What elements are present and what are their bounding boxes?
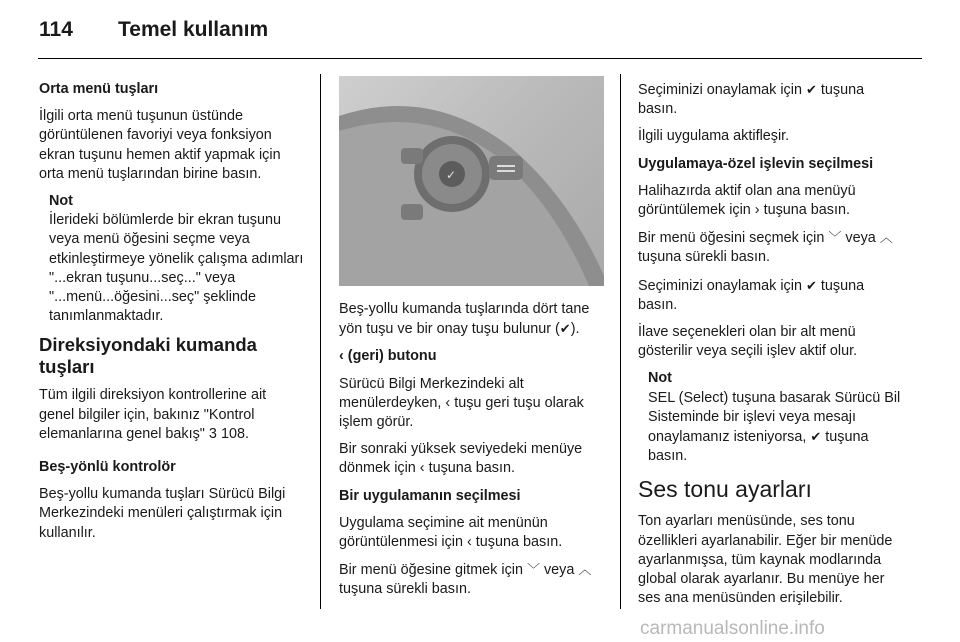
subheading-center-menu-buttons: Orta menü tuşları (39, 81, 159, 97)
note-label: Not (648, 370, 672, 387)
app-text-b: tuşuna basın. (475, 534, 563, 551)
menu-text-a: Bir menü öğesine gitmek için (339, 562, 523, 579)
page-number: 114 (39, 18, 73, 41)
paragraph-center-menu-buttons: İlgili orta menü tuşunun üstünde görüntülenen favoriyi veya fonksiyon ekran tuşunu hemen aktif yapmak için orta menü tuşlarından birine basın. (39, 108, 281, 182)
chevron-left-icon: ‹ (445, 394, 451, 411)
column-divider-1 (320, 74, 321, 609)
menu-text-b: veya (543, 562, 575, 579)
note-text-b: tuşuna basın. (648, 429, 869, 465)
subheading-back-button (339, 347, 604, 366)
note-text-a: SEL (Select) tuşuna basarak Sürücü Bil Sisteminde bir işlevi veya mesajı onaylamanız isteniyorsa, (648, 389, 901, 446)
check-icon: ✔ (805, 277, 817, 293)
chevron-right-icon: › (754, 202, 760, 219)
header-rule (38, 58, 922, 59)
steering-wheel-controls-photo (339, 76, 604, 286)
column-3 (638, 80, 906, 616)
paragraph-menu-navigate (339, 560, 604, 599)
section-heading-sound-settings: Ses tonu ayarları (638, 476, 812, 503)
chevron-down-icon: ﹀ (526, 562, 540, 578)
app-text-a: Uygulama seçimine ait menünün görüntülenmesi için (339, 514, 548, 551)
paragraph-app-function (638, 182, 906, 220)
column-divider-2 (620, 74, 621, 609)
paragraph-five-way-controller: Beş-yollu kumanda tuşları Sürücü Bilgi Merkezindeki menüleri çalıştırmak için kullanılır. (39, 486, 286, 541)
confirm2-text-a: Seçiminizi onaylamak için (638, 277, 802, 294)
paragraph-steering-controls (39, 386, 304, 444)
chevron-up-icon: ︿ (578, 562, 592, 578)
paragraph-app-activates: İlgili uygulama aktifleşir. (638, 128, 790, 145)
check-icon: ✔ (805, 82, 817, 97)
chevron-left-icon: ‹ (339, 348, 344, 365)
note-block (49, 192, 304, 326)
menu-text-c: tuşuna sürekli basın. (339, 581, 471, 598)
paragraph-back-higher-menu (339, 440, 604, 478)
paragraph-select-menu-item (638, 228, 906, 267)
steering-wheel-illustration (339, 76, 604, 286)
svg-text:✓: ✓ (446, 168, 457, 182)
func-text-b: tuşuna basın. (763, 202, 851, 219)
confirm2-text-b: tuşuna basın. (638, 277, 865, 313)
select-text-b: veya (845, 230, 876, 247)
note-block-sel (648, 369, 906, 466)
note-text: İlerideki bölümlerde bir ekran tuşunu veya menü öğesini seçme veya etkinleştirmeye yönelik çalışma adımları "...ekran tuşunu...seç..." veya "...menü...öğesini...seç" şeklinde tanımlanmaktadır. (49, 212, 304, 325)
select-text-c: tuşuna sürekli basın. (638, 249, 770, 266)
paragraph-submenu: İlave seçenekleri olan bir alt menü gösterilir veya seçili işlev aktif olur. (638, 324, 858, 360)
subheading-app-function: Uygulamaya-özel işlevin seçilmesi (638, 155, 874, 172)
column-2 (339, 76, 604, 608)
subheading-select-app: Bir uygulamanın seçilmesi (339, 487, 521, 504)
back-text-a: Sürücü Bilgi Merkezindeki alt menülerdeyken, (339, 375, 524, 411)
confirm1-text-b: tuşuna basın. (638, 82, 865, 118)
column-1 (39, 80, 304, 551)
back-button-heading: (geri) butonu (347, 348, 437, 365)
back2-text-b: tuşuna basın. (428, 460, 516, 477)
intro-end: ). (570, 321, 580, 338)
select-text-a: Bir menü öğesini seçmek için (638, 230, 825, 247)
page-reference-link[interactable]: 108. (220, 425, 249, 442)
func-text-a: Halihazırda aktif olan ana menüyü görüntülemek için (638, 182, 856, 219)
paragraph-select-app (339, 514, 604, 552)
note-label: Not (49, 193, 73, 210)
paragraph-sound-settings: Ton ayarları menüsünde, ses tonu özellikleri ayarlanabilir. Eğer bir menüde ayarlanmışsa, tüm kaynak modlarında global olarak ayarlanır. Bu menüye her ses ana menüsünden erişilebilir. (638, 513, 893, 607)
paragraph-five-way-buttons (339, 300, 604, 339)
back-text-b: tuşu geri tuşu olarak işlem görür. (339, 394, 584, 431)
intro-text: Beş-yollu kumanda tuşlarında dört tane yön tuşu ve bir onay tuşu bulunur ( (339, 301, 590, 338)
steering-controls-text: Tüm ilgili direksiyon kontrollerine ait genel bilgiler için, bakınız "Kontrol elemanlarına genel bakış" (39, 387, 267, 442)
check-icon: ✔ (559, 321, 571, 337)
chevron-up-icon: ︿ (879, 230, 893, 246)
paragraph-confirm-1 (638, 80, 906, 119)
chevron-left-icon: ‹ (467, 534, 472, 551)
page-reference-arrow-icon: 3 (208, 425, 217, 442)
chevron-left-icon: ‹ (419, 460, 425, 477)
watermark: carmanualsonline.info (640, 618, 825, 639)
back2-text-a: Bir sonraki yüksek seviyedeki menüye dönmek için (339, 441, 583, 477)
chevron-down-icon: ﹀ (828, 230, 842, 246)
confirm1-text-a: Seçiminizi onaylamak için (638, 82, 802, 98)
page-title: Temel kullanım (118, 18, 269, 41)
paragraph-confirm-2 (638, 276, 906, 315)
paragraph-back-button (339, 375, 604, 433)
section-heading-steering-controls: Direksiyondaki kumanda tuşları (39, 334, 257, 378)
check-icon: ✔ (810, 429, 822, 445)
subheading-five-way-controller: Beş-yönlü kontrolör (39, 459, 176, 476)
